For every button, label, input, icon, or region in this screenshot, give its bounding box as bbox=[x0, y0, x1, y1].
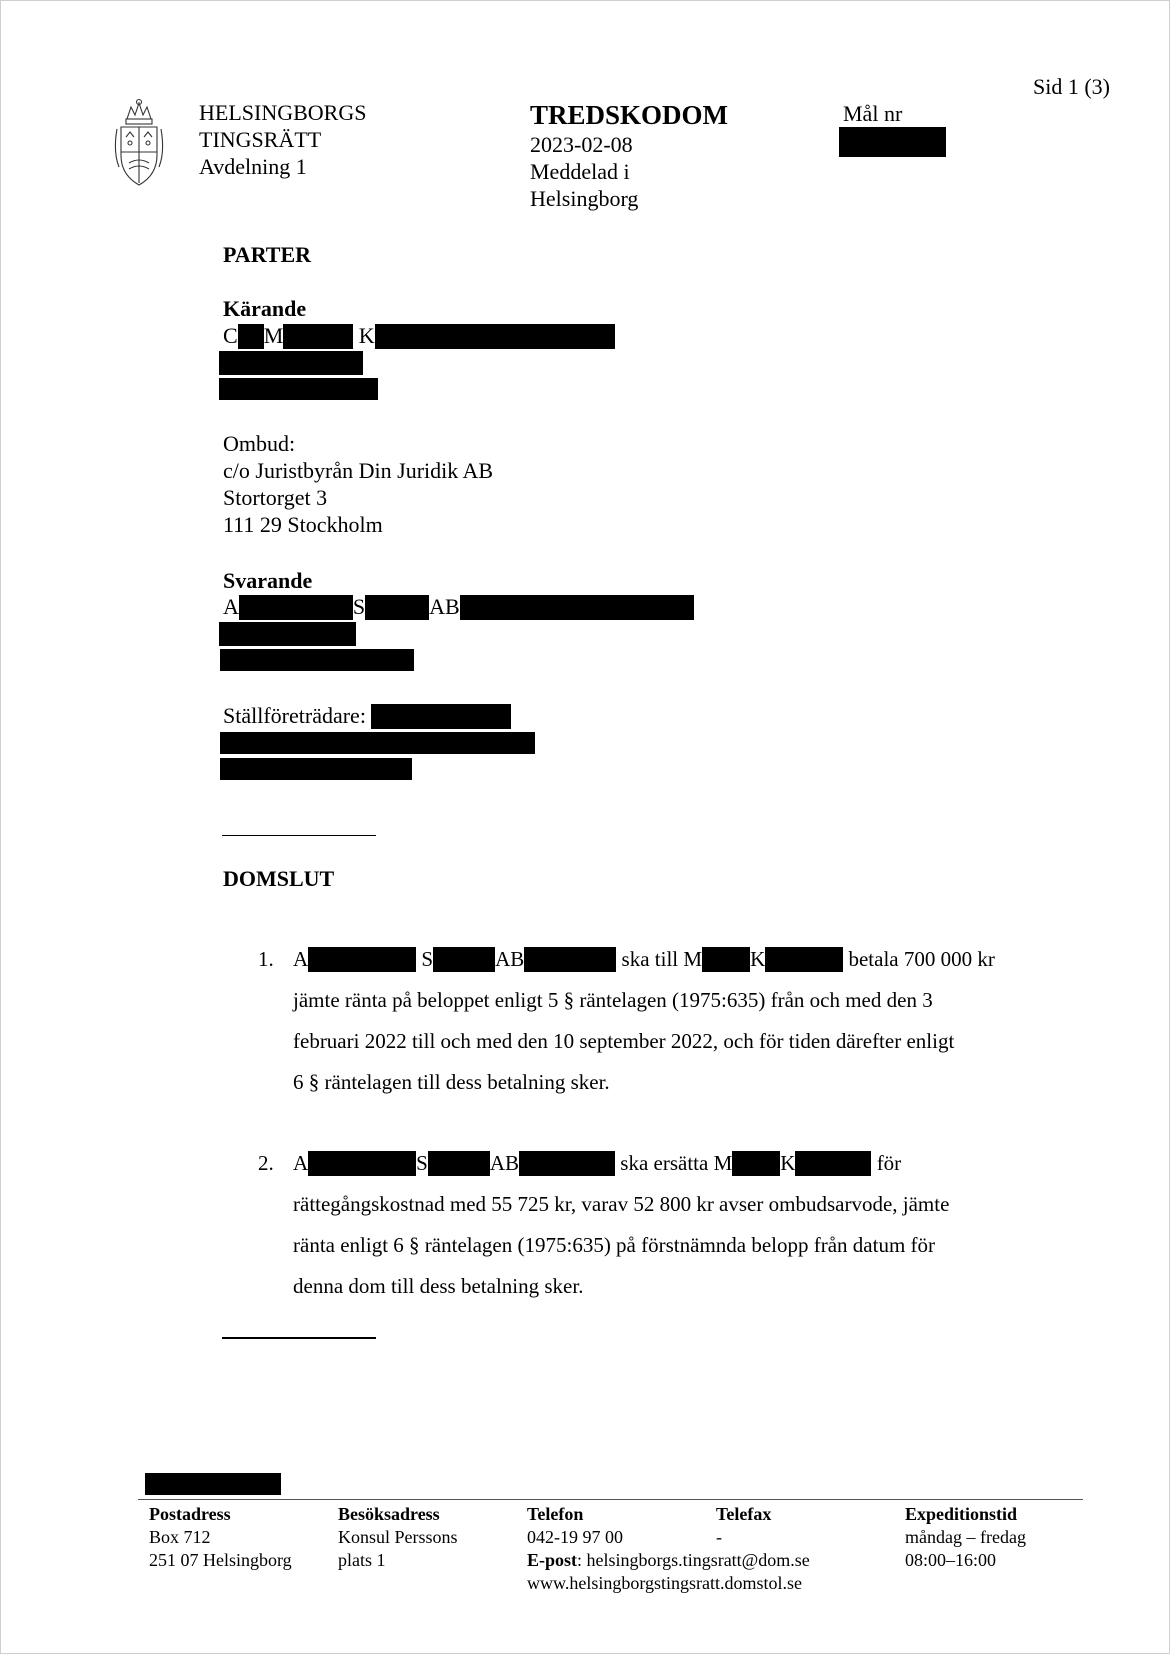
document-type: TREDSKODOM bbox=[530, 100, 729, 130]
name-initial: K bbox=[750, 947, 766, 971]
redacted-address bbox=[220, 758, 412, 780]
separator-line bbox=[222, 835, 376, 836]
svarande-name bbox=[223, 593, 694, 620]
ombud-line: Stortorget 3 bbox=[223, 485, 328, 510]
redaction bbox=[238, 324, 264, 349]
footer-value: 251 07 Helsingborg bbox=[149, 1550, 292, 1570]
redacted-footer-id bbox=[145, 1473, 281, 1495]
name-initial: K bbox=[780, 1151, 796, 1175]
redaction bbox=[460, 595, 694, 620]
footer-expeditionstid bbox=[905, 1503, 1026, 1572]
redaction bbox=[308, 947, 416, 972]
redaction bbox=[308, 1151, 416, 1176]
footer-label: Postadress bbox=[149, 1504, 231, 1524]
domslut-item-1-first-line bbox=[293, 939, 995, 980]
redaction bbox=[732, 1151, 780, 1176]
name-initial: S bbox=[421, 947, 434, 971]
court-line: TINGSRÄTT bbox=[199, 127, 322, 152]
issued-label: Meddelad i bbox=[530, 159, 630, 184]
domslut-item-2-first-line bbox=[293, 1143, 949, 1184]
redaction bbox=[375, 324, 615, 349]
section-heading-domslut: DOMSLUT bbox=[223, 866, 335, 891]
redaction bbox=[519, 1151, 615, 1176]
karande-name bbox=[223, 322, 615, 349]
redaction bbox=[428, 1151, 490, 1176]
name-initial: A bbox=[293, 1151, 309, 1175]
domslut-line: denna dom till dess betalning sker. bbox=[293, 1274, 584, 1298]
redaction bbox=[371, 704, 511, 729]
redacted-case-number bbox=[839, 127, 946, 157]
footer-besoksadress bbox=[338, 1503, 458, 1572]
redacted-address bbox=[219, 622, 356, 646]
footer-rule bbox=[138, 1499, 1083, 1500]
name-initial: M bbox=[263, 323, 284, 348]
redaction bbox=[765, 947, 843, 972]
redacted-address bbox=[219, 351, 363, 375]
redacted-address bbox=[220, 732, 535, 754]
name-initial: AB bbox=[495, 947, 525, 971]
ombud-label: Ombud: bbox=[223, 431, 296, 456]
domslut-line: 6 § räntelagen till dess betalning sker. bbox=[293, 1070, 610, 1094]
domslut-item-1-number: 1. bbox=[258, 947, 274, 971]
karande-label: Kärande bbox=[223, 296, 307, 321]
footer-phone: 042-19 97 00 bbox=[527, 1527, 623, 1547]
redacted-address bbox=[219, 378, 378, 400]
footer-value: Box 712 bbox=[149, 1527, 211, 1547]
domslut-item-2-number: 2. bbox=[258, 1151, 274, 1175]
footer-label: Telefax bbox=[716, 1504, 772, 1524]
footer-email bbox=[527, 1549, 810, 1572]
redaction bbox=[795, 1151, 871, 1176]
court-line: HELSINGBORGS bbox=[199, 100, 367, 125]
domslut-item-1 bbox=[293, 939, 995, 1103]
page-number: Sid 1 (3) bbox=[1033, 74, 1110, 99]
footer-telefax bbox=[716, 1503, 771, 1549]
footer-value: plats 1 bbox=[338, 1550, 386, 1570]
footer-value: 08:00–16:00 bbox=[905, 1550, 997, 1570]
redaction bbox=[702, 947, 750, 972]
name-initial: A bbox=[223, 594, 239, 619]
court-name bbox=[199, 99, 366, 180]
case-number-label: Mål nr bbox=[843, 101, 903, 126]
document-heading bbox=[530, 99, 728, 212]
name-initial: S bbox=[416, 1151, 428, 1175]
ombud-line: 111 29 Stockholm bbox=[223, 512, 383, 537]
footer-label: Telefon bbox=[527, 1504, 584, 1524]
domslut-line: februari 2022 till och med den 10 september 2022, och för tiden därefter enligt bbox=[293, 1029, 955, 1053]
footer-value: måndag – fredag bbox=[905, 1527, 1026, 1547]
document-date: 2023-02-08 bbox=[530, 132, 633, 157]
coat-of-arms-icon bbox=[113, 97, 165, 191]
separator-line bbox=[222, 1337, 376, 1339]
footer-value: - bbox=[716, 1527, 722, 1547]
name-initial: A bbox=[293, 947, 309, 971]
name-initial: K bbox=[358, 323, 375, 348]
svarande-label: Svarande bbox=[223, 568, 313, 593]
domslut-line: rättegångskostnad med 55 725 kr, varav 52 800 kr avser ombudsarvode, jämte bbox=[293, 1192, 950, 1216]
domslut-line: jämte ränta på beloppet enligt 5 § räntelagen (1975:635) från och med den 3 bbox=[293, 988, 933, 1012]
website-link[interactable]: www.helsingborgstingsratt.domstol.se bbox=[527, 1573, 802, 1593]
stallforetradare-label: Ställföreträdare: bbox=[223, 703, 366, 728]
redaction bbox=[283, 324, 353, 349]
text: betala 700 000 kr bbox=[848, 947, 995, 971]
issued-place: Helsingborg bbox=[530, 186, 639, 211]
redaction bbox=[365, 595, 429, 620]
text: för bbox=[876, 1151, 902, 1175]
ombud-block bbox=[223, 430, 493, 538]
name-initial: AB bbox=[429, 594, 460, 619]
court-division: Avdelning 1 bbox=[199, 154, 307, 179]
redaction bbox=[524, 947, 616, 972]
section-heading-parter: PARTER bbox=[223, 242, 312, 267]
footer-label: Expeditionstid bbox=[905, 1504, 1018, 1524]
redaction bbox=[433, 947, 495, 972]
ombud-line: c/o Juristbyrån Din Juridik AB bbox=[223, 458, 494, 483]
domslut-line: ränta enligt 6 § räntelagen (1975:635) på förstnämnda belopp från datum för bbox=[293, 1233, 936, 1257]
text: ska till M bbox=[621, 947, 703, 971]
name-initial: S bbox=[352, 594, 366, 619]
email-link[interactable]: : helsingborgs.tingsratt@dom.se bbox=[577, 1550, 810, 1570]
name-initial: C bbox=[223, 323, 238, 348]
name-initial: AB bbox=[489, 1151, 520, 1175]
footer-label: E-post bbox=[527, 1550, 578, 1570]
domslut-item-2 bbox=[293, 1143, 949, 1307]
footer-label: Besöksadress bbox=[338, 1504, 440, 1524]
text: ska ersätta M bbox=[620, 1151, 733, 1175]
redaction bbox=[239, 595, 353, 620]
redacted-address bbox=[220, 649, 414, 671]
footer-value: Konsul Perssons bbox=[338, 1527, 458, 1547]
stallforetradare bbox=[223, 702, 511, 729]
footer-postadress bbox=[149, 1503, 292, 1572]
